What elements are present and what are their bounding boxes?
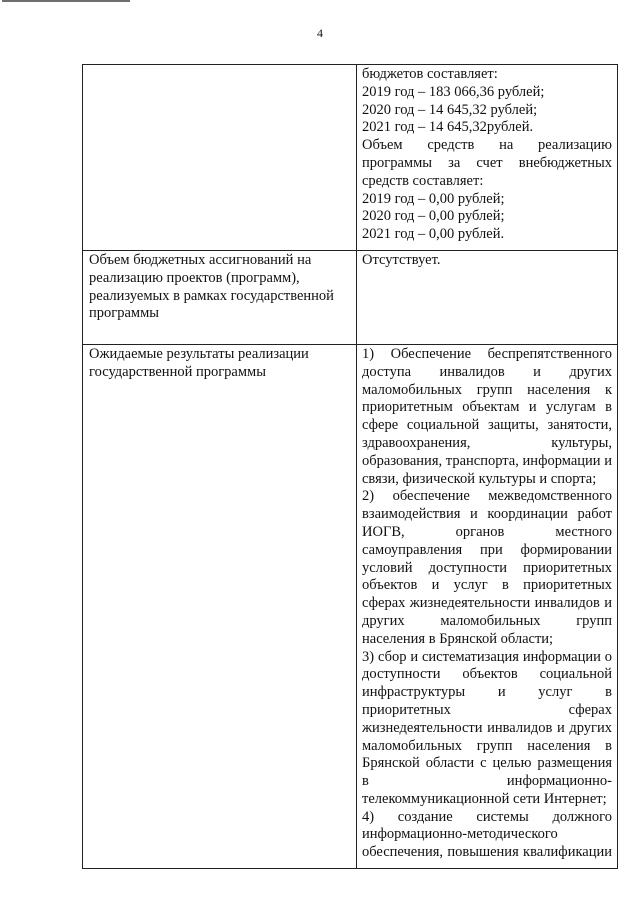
table-row	[83, 65, 618, 251]
row-label: Объем бюджетных ассигнований на реализацию проектов (программ), реализуемых в рамках государственной программы	[89, 251, 334, 322]
content-line: населения в Брянской области;	[362, 630, 554, 647]
content-line: 2021 год – 14 645,32рублей.	[362, 119, 534, 136]
content-line: 2021 год – 0,00 рублей.	[362, 226, 505, 243]
content-line: сфере социальной защиты, занятости,	[362, 417, 612, 434]
content-line: инфраструктуры и услуг в	[362, 684, 612, 701]
row-content-cell	[357, 250, 618, 344]
content-line: жизнедеятельности инвалидов и других	[362, 719, 612, 736]
content-line: 4) создание системы должного	[362, 808, 612, 825]
table-row	[83, 344, 618, 868]
content-line: 2019 год – 0,00 рублей;	[362, 190, 505, 207]
content-line: связи, физической культуры и спорта;	[362, 470, 597, 487]
content-line: других маломобильных групп	[362, 612, 612, 629]
content-line: 1) Обеспечение беспрепятственного	[362, 345, 612, 362]
content-line: сферах жизнедеятельности инвалидов и	[362, 595, 612, 612]
program-passport-table	[82, 64, 618, 869]
content-line: 2020 год – 0,00 рублей;	[362, 208, 505, 225]
content-line: бюджетов составляет:	[362, 66, 498, 82]
content-line: доступа инвалидов и других	[362, 363, 612, 380]
content-line: образования, транспорта, информации и	[362, 452, 612, 469]
content-line: ИОГВ, органов местного	[362, 523, 612, 540]
content-line: приоритетным объектам и услугам в	[362, 399, 612, 416]
content-line: Брянской области с целью размещения	[362, 755, 612, 772]
row-content-cell	[357, 65, 618, 251]
content-line: здравоохранения, культуры,	[362, 434, 612, 451]
row-label-cell	[83, 65, 357, 251]
content-line: самоуправления при формировании	[362, 541, 612, 558]
page-number: 4	[317, 26, 323, 40]
content-line: в информационно-	[362, 773, 612, 790]
content-line: маломобильных групп населения к	[362, 381, 612, 398]
row-content-cell	[357, 344, 618, 868]
content-line: 3) сбор и систематизация информации о	[362, 648, 612, 665]
content-line: обеспечения, повышения квалификации	[362, 844, 612, 861]
content-line: Объем средств на реализацию	[362, 137, 612, 154]
content-line: информационно-методического	[362, 826, 558, 843]
row-label-cell	[83, 344, 357, 868]
row-label: Ожидаемые результаты реализации государственной программы	[89, 345, 309, 380]
content-line: доступности объектов социальной	[362, 666, 612, 683]
content-line: телекоммуникационной сети Интернет;	[362, 790, 607, 807]
content-line: объектов и услуг в приоритетных	[362, 577, 612, 594]
content-line: средств составляет:	[362, 172, 484, 189]
content-line: условий доступности приоритетных	[362, 559, 612, 576]
top-edge-line	[2, 0, 130, 2]
content-line: 2) обеспечение межведомственного	[362, 488, 612, 505]
content-line: 2019 год – 183 066,36 рублей;	[362, 83, 545, 100]
content-line: 2020 год – 14 645,32 рублей;	[362, 101, 538, 118]
table-row	[83, 250, 618, 344]
content-line: программы за счет внебюджетных	[362, 154, 612, 171]
content-line: приоритетных сферах	[362, 701, 612, 718]
row-label-cell	[83, 250, 357, 344]
content-line: Отсутствует.	[362, 251, 441, 268]
content-line: взаимодействия и координации работ	[362, 506, 612, 523]
content-line: маломобильных групп населения в	[362, 737, 612, 754]
